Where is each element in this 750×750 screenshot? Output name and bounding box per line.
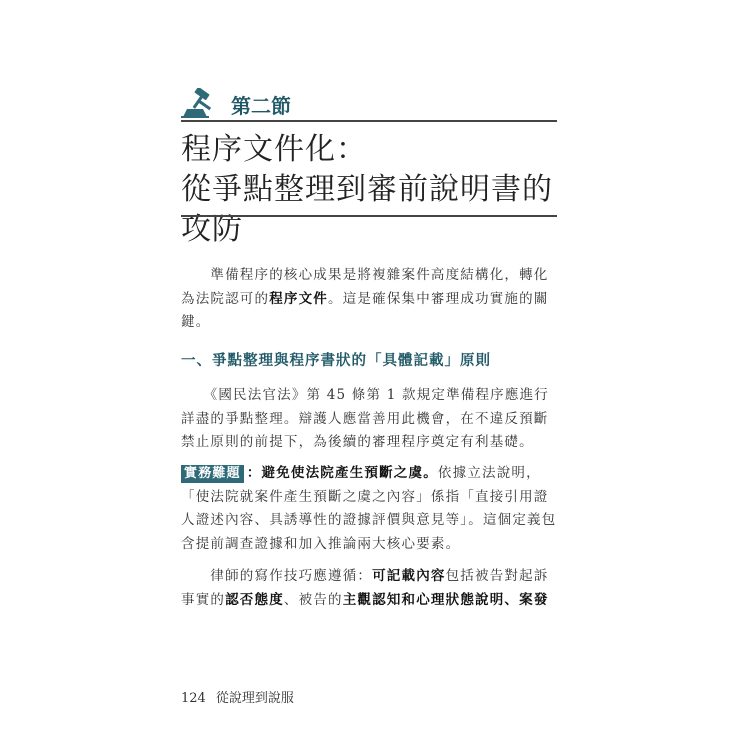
para2-text-3: 、被告的	[283, 591, 343, 608]
section-label: 第二節	[231, 94, 291, 118]
paragraph-2	[181, 565, 557, 612]
para2-text-1: 律師的寫作技巧應遵循：	[181, 568, 373, 584]
practice-bold: ：避免使法院產生預斷之虞。	[246, 465, 438, 481]
title-line-1: 程序文件化：	[181, 132, 367, 167]
para2-text-2: 包括被告對起訴事實的	[181, 568, 549, 608]
intro-bold-1: 程序文件	[269, 290, 329, 307]
practice-paragraph	[181, 462, 557, 556]
gavel-icon	[181, 88, 221, 118]
intro-text-1: 準備程序的核心成果是將複雜案件高度結構化，轉化為法院認可的	[181, 267, 549, 307]
practice-badge: 實務難題	[181, 465, 244, 483]
para2-bold-3: 主觀認知和心理狀態說明、案發	[342, 591, 549, 608]
title-line-2: 從爭點整理到審前說明書的攻防	[181, 172, 553, 247]
page-footer	[181, 687, 294, 706]
intro-text-2: 。這是確保集中審理成功實施的關鍵。	[181, 290, 549, 330]
page-title	[181, 130, 561, 250]
practice-text: 依據立法說明，「使法院就案件產生預斷之虞之內容」係指「直接引用證人證述內容、具誘導性的證據評價與意見等」。這個定義包含提前調查證據和加入推論兩大核心要素。	[181, 465, 557, 552]
para2-bold-2: 認否態度	[225, 591, 284, 608]
page-number: 124	[181, 691, 206, 706]
title-divider	[181, 215, 557, 217]
section-header	[181, 86, 557, 122]
subheading: 一、爭點整理與程序書狀的「具體記載」原則	[181, 353, 491, 369]
intro-paragraph	[181, 264, 557, 335]
book-title: 從說理到說服	[215, 691, 294, 706]
paragraph-1: 《國民法官法》第 45 條第 1 款規定準備程序應進行詳盡的爭點整理。辯護人應當善用此機會，在不違反預斷禁止原則的前提下，為後續的審理程序奠定有利基礎。	[181, 387, 549, 450]
para2-bold-1: 可記載內容	[372, 568, 446, 584]
